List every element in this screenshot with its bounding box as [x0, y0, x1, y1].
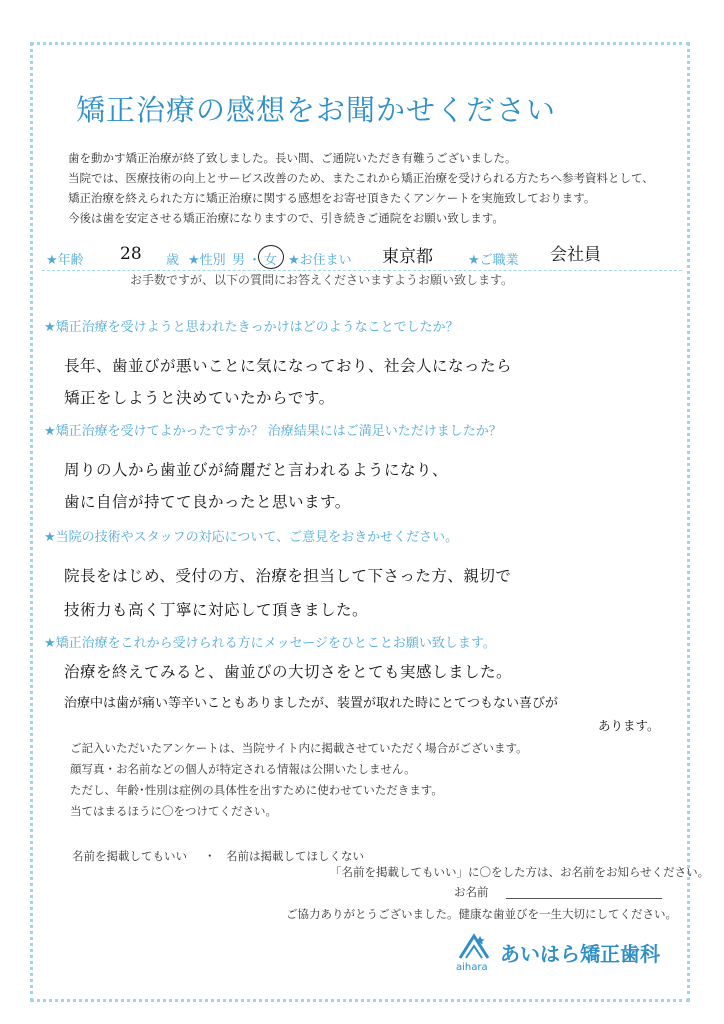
thanks-message: ご協力ありがとうございました。健康な歯並びを一生大切にしてください。: [286, 907, 677, 921]
answer-4-line-3[interactable]: あります。: [598, 718, 660, 733]
selected-circle-mark: [258, 245, 284, 269]
intro-line: 矯正治療を終えられた方に矯正治療に関する感想をお寄せ頂きたくアンケートを実施致しております。: [68, 191, 596, 205]
answer-2-line-2[interactable]: 歯に自信が持てて良かったと思います。: [64, 493, 351, 511]
intro-text: [68, 148, 688, 228]
intro-line: 今後は歯を安定させる矯正治療になりますので、引き続きご通院をお願い致します。: [68, 211, 504, 225]
answer-4-line-2[interactable]: 治療中は歯が痛い等辛いこともありましたが、装置が取れた時にとてつもない喜びが: [64, 696, 559, 711]
notice-line: ただし、年齢･性別は症例の具体性を出すために使わせていただきます。: [70, 783, 443, 797]
answer-1-line-1[interactable]: 長年、歯並びが悪いことに気になっており、社会人になったら: [64, 357, 513, 375]
question-1: ★矯正治療を受けようと思われたきっかけはどのようなことでしたか？: [44, 320, 459, 335]
question-4: ★矯正治療をこれから受けられる方にメッセージをひとことお願い致します。: [44, 636, 496, 651]
name-label: お名前: [454, 885, 489, 899]
gender-label: ★性別: [188, 253, 226, 268]
page-title: 矯正治療の感想をお聞かせください: [76, 93, 557, 127]
answer-3-line-1[interactable]: 院長をはじめ、受付の方、治療を担当して下さった方、親切で: [64, 567, 512, 585]
gender-female-option[interactable]: 女: [264, 253, 278, 268]
publish-note: 「名前を掲載してもいい」に〇をした方は、お名前をお知らせください。: [330, 865, 710, 879]
answer-3-line-2[interactable]: 技術力も高く丁寧に対応して頂きました。: [64, 601, 369, 619]
job-label: ★ご職業: [468, 253, 519, 268]
profile-row: [42, 244, 682, 271]
question-3: ★当院の技術やスタッフの対応について、ご意見をおきかせください。: [44, 530, 459, 545]
gender-separator: ・: [248, 253, 262, 268]
gender-male-option[interactable]: 男: [232, 253, 246, 268]
privacy-notice: [70, 738, 528, 822]
age-label: ★年齢: [46, 253, 84, 268]
notice-line: ご記入いただいたアンケートは、当院サイト内に掲載させていただく場合がございます。: [70, 741, 528, 755]
clinic-logo-icon: [456, 932, 492, 972]
clinic-name: あいはら矯正歯科: [500, 942, 660, 966]
job-value[interactable]: 会社員: [550, 245, 601, 265]
age-value[interactable]: 28: [120, 244, 142, 264]
notice-line: 当てはまるほうに〇をつけてください。: [70, 804, 277, 818]
publish-separator: ・: [204, 849, 216, 863]
intro-line: 歯を動かす矯正治療が終了致しました。長い間、ご通院いただき有難うございました。: [68, 151, 517, 165]
instruction-note: お手数ですが、以下の質問にお答えくださいますようお願い致します。: [130, 273, 514, 287]
publish-no-option[interactable]: 名前は掲載してほしくない: [226, 849, 364, 863]
name-input-line[interactable]: [506, 898, 662, 899]
residence-value[interactable]: 東京都: [382, 247, 433, 267]
notice-line: 顔写真・お名前などの個人が特定される情報は公開いたしません。: [70, 762, 416, 776]
publish-yes-option[interactable]: 名前を掲載してもいい: [72, 849, 187, 863]
age-unit: 歳: [166, 253, 180, 268]
logo-romaji: aihara: [456, 962, 488, 972]
answer-1-line-2[interactable]: 矯正をしようと決めていたからです。: [64, 389, 335, 407]
answer-4-line-1[interactable]: 治療を終えてみると、歯並びの大切さをとても実感しました。: [64, 663, 513, 681]
answer-2-line-1[interactable]: 周りの人から歯並びが綺麗だと言われるようになり、: [64, 461, 449, 479]
question-2: ★矯正治療を受けてよかったですか？ 治療結果にはご満足いただけましたか？: [44, 424, 502, 439]
intro-line: 当院では、医療技術の向上とサービス改善のため、またこれから矯正治療を受けられる方たちへ参考資料として、: [68, 171, 654, 185]
residence-label: ★お住まい: [288, 253, 352, 268]
